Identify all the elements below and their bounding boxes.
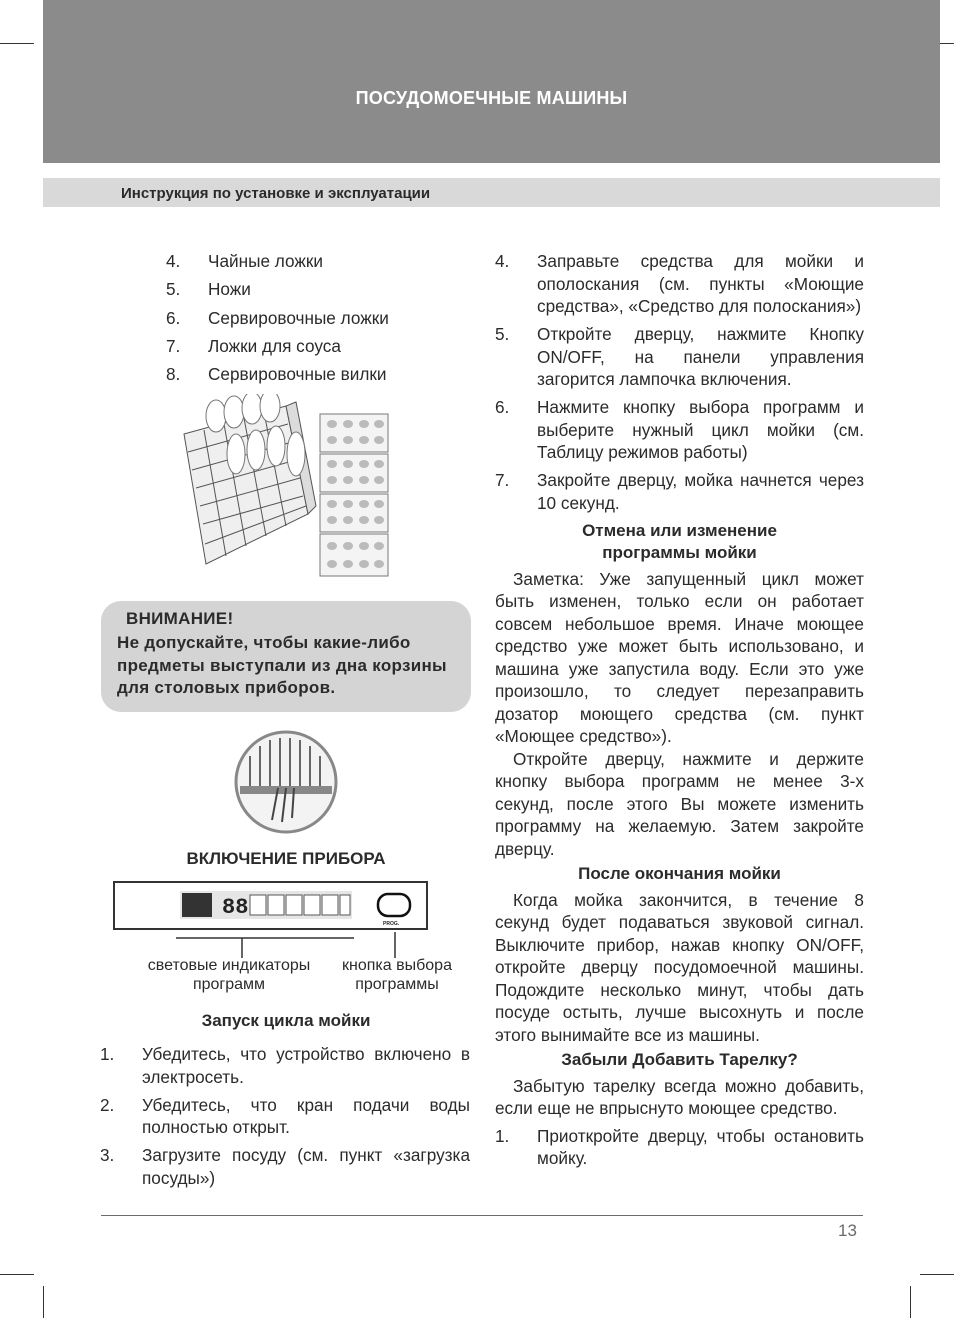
header-band xyxy=(43,0,940,163)
list-item: 1. Приоткройте дверцу, чтобы остановить мойку. xyxy=(495,1125,864,1168)
list-item: 2. Убедитесь, что кран подачи воды полностью открыт. xyxy=(100,1094,470,1137)
crop-mark xyxy=(0,43,34,44)
warning-text: Не допускайте, чтобы какие-либо предметы выступали из дна корзины для столовых приборов. xyxy=(117,633,447,697)
forgot-plate-title: Забыли Добавить Тарелку? xyxy=(561,1050,798,1069)
start-steps-list xyxy=(100,1043,470,1189)
list-item: 4. Заправьте средства для мойки и ополоскания (см. пункты «Моющие средства», «Средство для полоскания») xyxy=(495,251,864,316)
cancel-note: Заметка: Уже запущенный цикл может быть изменен, только если он работает совсем небольшое время. Иначе моющее средство уже может быть использовано, и машина уже запустила воду. Если это уже произошло, то следует перезаправить дозатор моющего средства (см. пункт «Моющее средство»). xyxy=(495,568,864,746)
list-item: 6. Сервировочные ложки xyxy=(166,307,389,328)
list-item: 5. Откройте дверцу, нажмите Кнопку ON/OFF, на панели управления загорится лампочка включения. xyxy=(495,324,864,389)
svg-text:88: 88 xyxy=(222,895,249,920)
program-button-label: кнопка выбора программы xyxy=(342,957,452,993)
crop-mark xyxy=(910,1286,911,1318)
list-item: 5. Ножи xyxy=(166,279,251,300)
footer-divider xyxy=(101,1215,863,1216)
crop-mark xyxy=(920,1274,954,1275)
list-item: 7. Ложки для соуса xyxy=(166,335,341,356)
basket-bottom-illustration xyxy=(232,728,340,836)
indicators-label: световые индикаторы программ xyxy=(147,957,311,993)
page-subtitle: Инструкция по установке и эксплуатации xyxy=(121,185,431,202)
after-wash-text: Когда мойка закончится, в течение 8 секунд будет подаваться звуковой сигнал. Выключите прибор, нажав кнопку ON/OFF, откройте дверцу посудомоечной машины. Подождите несколько минут, чтобы дать посуде остыть, лучше высохнуть и после этого вынимайте все из машины. xyxy=(495,889,864,1045)
prog-button-label: PROG. xyxy=(383,921,400,927)
warning-title: ВНИМАНИЕ! xyxy=(126,609,234,628)
power-on-title: ВКЛЮЧЕНИЕ ПРИБОРА xyxy=(186,849,386,868)
crop-mark xyxy=(43,1286,44,1318)
after-wash-title: После окончания мойки xyxy=(578,864,781,883)
list-item: 4. Чайные ложки xyxy=(166,251,324,271)
start-steps-block xyxy=(100,1043,470,1195)
warning-box xyxy=(101,601,471,712)
cancel-instructions: Откройте дверцу, нажмите и держите кнопку выбора программ не менее 3-х секунд, после этого Вы можете изменить программу на желаемую. Затем закройте дверцу. xyxy=(495,748,864,859)
start-cycle-title: Запуск цикла мойки xyxy=(201,1011,371,1030)
operation-steps-list xyxy=(495,250,864,514)
list-item: 3. Загрузите посуду (см. пункт «загрузка посуды») xyxy=(100,1145,470,1188)
list-item: 8. Сервировочные вилки xyxy=(166,364,387,385)
crop-mark xyxy=(0,1274,34,1275)
forgot-plate-text: Забытую тарелку всегда можно добавить, если еще не впрыснуто моющее средство. xyxy=(495,1075,864,1118)
cutlery-list xyxy=(100,250,472,386)
cancel-title: Отмена или изменение программы мойки xyxy=(582,520,777,562)
page-title: ПОСУДОМОЕЧНЫЕ МАШИНЫ xyxy=(355,88,628,108)
right-column xyxy=(495,250,864,1175)
control-panel-illustration xyxy=(112,879,430,939)
list-item: 6. Нажмите кнопку выбора программ и выберите нужный цикл мойки (см. Таблицу режимов работы) xyxy=(495,397,864,462)
list-item: 1. Убедитесь, что устройство включено в электросеть. xyxy=(100,1044,470,1087)
left-column xyxy=(100,250,472,391)
list-item: 7. Закройте дверцу, мойка начнется через 10 секунд. xyxy=(495,470,864,513)
page-number: 13 xyxy=(838,1221,857,1240)
cutlery-basket-illustration xyxy=(176,394,396,584)
forgot-steps-list xyxy=(495,1125,864,1170)
